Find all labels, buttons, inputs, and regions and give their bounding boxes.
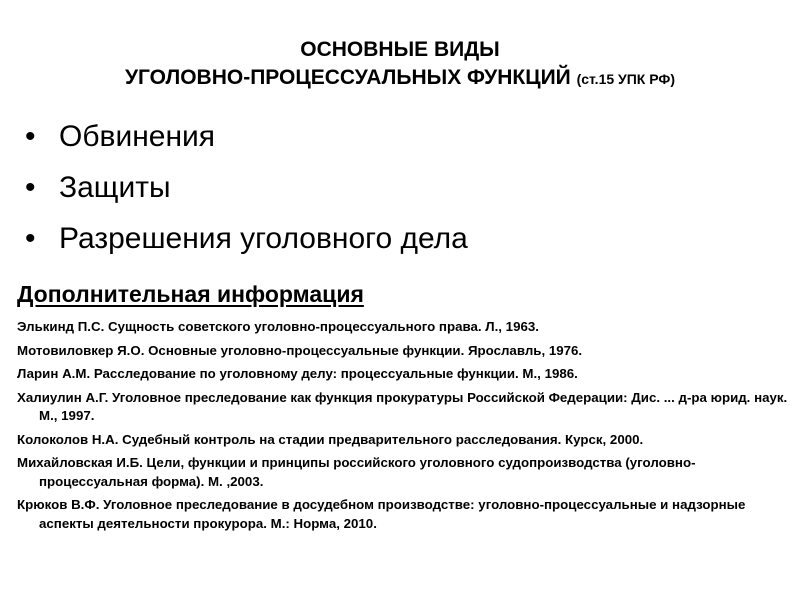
- list-item: [22, 213, 468, 264]
- reference-item: Мотовиловкер Я.О. Основные уголовно-процессуальные функции. Ярославль, 1976.: [17, 342, 583, 358]
- list-item-label: Разрешения уголовного дела: [59, 222, 468, 255]
- title-line-2: [0, 64, 800, 93]
- reference-item: Халиулин А.Г. Уголовное преследование как функция прокуратуры Российской Федерации: Дис. ... д-ра юрид. наук. М., 1997.: [17, 389, 788, 423]
- list-item: [22, 162, 468, 213]
- reference-item: Колоколов Н.А. Судебный контроль на стадии предварительного расследования. Курск, 2000.: [17, 431, 644, 447]
- reference-item: Элькинд П.С. Сущность советского уголовно-процессуального права. Л., 1963.: [17, 319, 539, 334]
- list-item: [22, 111, 468, 162]
- list-item-label: Обвинения: [59, 120, 216, 153]
- reference-item: Ларин А.М. Расследование по уголовному делу: процессуальные функции. М., 1986.: [17, 366, 578, 381]
- slide-title: [0, 36, 800, 93]
- reference-list: [17, 318, 792, 538]
- list-item-label: Защиты: [59, 171, 171, 204]
- bullet-icon: •: [25, 120, 36, 153]
- title-line-1: ОСНОВНЫЕ ВИДЫ: [300, 38, 500, 61]
- reference-item: Крюков В.Ф. Уголовное преследование в досудебном производстве: уголовно-процессуальные и надзорные аспекты деятельности прокурора. М.: Норма, 2010.: [17, 497, 746, 531]
- reference-item: Михайловская И.Б. Цели, функции и принципы российского уголовного судопроизводства (уголовно-процессуальная форма). М. ,2003.: [17, 455, 696, 489]
- bullet-icon: •: [25, 222, 36, 255]
- title-line-2-text: УГОЛОВНО-ПРОЦЕССУАЛЬНЫХ ФУНКЦИЙ: [124, 66, 571, 89]
- bullet-icon: •: [25, 171, 36, 204]
- title-article-reference: (ст.15 УПК РФ): [576, 71, 676, 87]
- functions-list: [22, 111, 468, 264]
- additional-info-heading: Дополнительная информация: [17, 281, 364, 307]
